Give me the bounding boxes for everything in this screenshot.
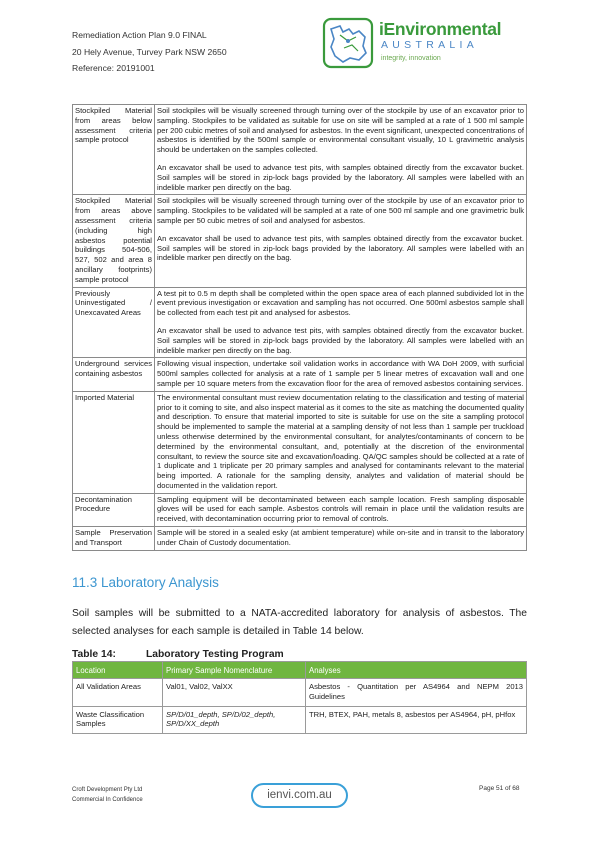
table-row [73,679,527,707]
table-number: Table 14: [72,649,116,660]
protocol-description [155,358,527,391]
company-logo [322,17,502,71]
laboratory-testing-table [72,661,527,734]
protocol-paragraph: An excavator shall be used to advance test pits, with samples obtained directly from the excavator bucket. Soil samples will be stored in zip-lock bags provided by the laboratory. All samples were labelled with an indelible marker pen directly on the bag. [157,325,524,355]
section-intro: Soil samples will be submitted to a NATA-accredited laboratory for analysis of asbestos. The selected analyses for each sample is detailed in Table 14 below. [72,608,527,637]
table-row [73,706,527,734]
protocol-label: Sample Preservation and Transport [73,527,155,551]
protocol-description [155,287,527,358]
column-header: Primary Sample Nomenclature [163,662,306,679]
site-address: 20 Hely Avenue, Turvey Park NSW 2650 [72,46,227,57]
logo-title: iEnvironmental [379,19,502,39]
table-row [73,195,527,287]
table-row [73,391,527,493]
protocol-label: Imported Material [73,391,155,493]
table-cell: SP/D/01_depth, SP/D/02_depth, SP/D/XX_depth [163,706,306,734]
table-row [73,105,527,195]
table-caption [72,649,284,660]
table-cell: All Validation Areas [73,679,163,707]
table-row [73,287,527,358]
protocol-paragraph: A test pit to 0.5 m depth shall be completed within the open space area of each planned subdivided lot in the event previous investigation or excavation and sampling has not occurred. One 500ml asbestos sample shall be collected from each test pit and analysed for asbestos. [157,288,524,318]
footer-confidentiality: Commercial In Confidence [72,797,143,803]
protocol-label: Stockpiled Material from areas above assessment criteria (including high asbestos potential buildings 504-506, 527, 502 and area 8 ancillary footprints) sample protocol [73,195,155,287]
table-row [73,527,527,551]
table-cell: Val01, Val02, ValXX [163,679,306,707]
protocol-description [155,195,527,287]
column-header: Analyses [306,662,527,679]
protocol-label: Underground services containing asbestos [73,358,155,391]
table-cell: TRH, BTEX, PAH, metals 8, asbestos per AS4964, pH, pHfox [306,706,527,734]
table-cell: Waste Classification Samples [73,706,163,734]
protocol-description [155,105,527,195]
website-link[interactable]: ienvi.com.au [251,783,348,808]
protocol-paragraph: Soil stockpiles will be visually screened through turning over of the stockpile by use of an excavator prior to sampling. Stockpiles to be validated will be sampled at a rate of one 500 ml sample and one gravimetric bulk sample per 50 cubic metres of soil and analysed for asbestos. [157,196,524,225]
table-cell: Asbestos - Quantitation per AS4964 and NEPM 2013 Guidelines [306,679,527,707]
table-header-row [73,662,527,679]
protocol-paragraph: Soil stockpiles will be visually screened through turning over of the stockpile by use of an excavator prior to sampling. Stockpiles to be validated as suitable for use on site will be sampled at a rate of 1 500 ml sample per 200 cubic metres of soil and analysed for asbestos. In the event significant, unexpected concentrations of asbestos is identified by the 500ml sample or environmental consultant visually, 10 L gravimetric analysis should be undertaken on the samples collected. [157,106,524,155]
protocol-paragraph: An excavator shall be used to advance test pits, with samples obtained directly from the excavator bucket. Soil samples will be stored in zip-lock bags provided by the laboratory. All samples were labelled with an indelible marker pen directly on the bag. [157,233,524,263]
document-header [72,27,227,77]
protocol-paragraph: The environmental consultant must review documentation relating to the classification and testing of material prior to it coming to site, and also inspect material as it comes to the site as matching the documented quality and description. To ensure that material imported to site is suitable for use on the site a sampling protocol should be implemented to sample the material at a sampling density of not less than 1 sample per truckload unless otherwise determined by the environmental consultant, for analytes/contaminants of concern to be determined by the environmental consultant, and, potentially at the discretion of the environmental consultant, to review the source site and excavation/loading. QA/QC samples should be collected at a rate of 1 duplicate and 1 triplicate per 20 primary samples and analysed for contaminants relevant to the material being imported. A rationale for the sampling density, analytes and validation of material should be documented in the validation report. [157,392,524,490]
protocol-paragraph: Sampling equipment will be decontaminated between each sample location. Fresh sampling disposable gloves will be used for each sample. Asbestos controls will remain in place until the validation results are received, with decontamination occurring prior to removal of controls. [157,494,524,524]
footer-company: Croft Development Pty Ltd [72,787,143,793]
document-title: Remediation Action Plan 9.0 FINAL [72,30,207,40]
protocol-paragraph: Following visual inspection, undertake soil validation works in accordance with WA DoH 2009, with surficial 500ml samples collected for analysis at a rate of 1 sample per 5 linear metres of excavation wall and one sample per 10 square meters from the excavation floor for the area of removed asbestos containing services. [157,359,524,388]
protocol-label: Stockpiled Material from areas below assessment criteria sample protocol [73,105,155,195]
map-outline-icon [322,17,374,69]
protocol-label: Previously Uninvestigated / Unexcavated Areas [73,287,155,358]
protocol-paragraph: An excavator shall be used to advance test pits, with samples obtained directly from the excavator bucket. Soil samples will be stored in zip-lock bags provided by the laboratory. All samples were labelled with an indelible marker pen directly on the bag. [157,162,524,192]
protocol-description [155,527,527,551]
table-title: Laboratory Testing Program [146,649,284,660]
document-reference: Reference: 20191001 [72,63,155,73]
page-number: Page 51 of 68 [479,785,520,792]
protocol-paragraph: Sample will be stored in a sealed esky (at ambient temperature) while on-site and in transit to the laboratory under Chain of Custody documentation. [157,528,524,547]
logo-subtitle: AUSTRALIA [381,39,479,51]
table-row [73,358,527,391]
protocol-description [155,391,527,493]
sampling-protocol-table [72,104,527,551]
column-header: Location [73,662,163,679]
protocol-description [155,493,527,526]
logo-tagline: integrity, innovation [381,55,441,62]
protocol-label: Decontamination Procedure [73,493,155,526]
table-row [73,493,527,526]
section-heading: 11.3 Laboratory Analysis [72,575,219,590]
footer-left [72,785,143,805]
